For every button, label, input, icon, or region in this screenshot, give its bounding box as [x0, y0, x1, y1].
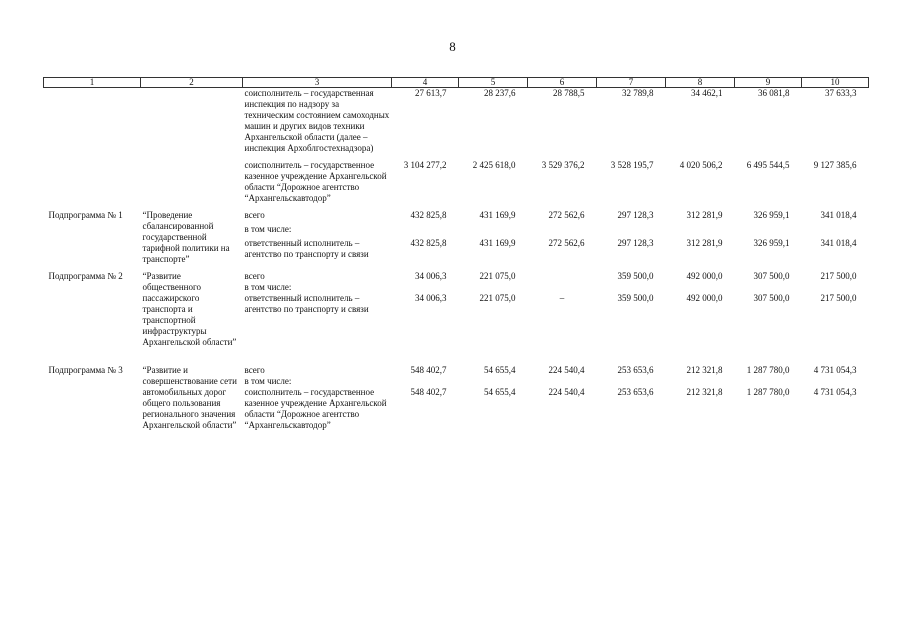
value-cell: 4 020 506,2 — [679, 160, 723, 170]
value-cell: 34 462,1 — [691, 88, 723, 98]
value-cell: 28 237,6 — [484, 88, 516, 98]
subprogram-cell — [44, 160, 141, 204]
name-cell — [141, 88, 243, 155]
value-cell: 272 562,6 — [548, 210, 585, 220]
value-cell: 54 655,4 — [484, 387, 516, 397]
value-cell: 432 825,8 — [410, 237, 447, 248]
table-row — [44, 160, 869, 204]
subprogram-cell: Подпрограмма № 1 — [48, 210, 123, 220]
value-cell — [528, 271, 597, 282]
value-cell: 307 500,0 — [753, 271, 790, 281]
page-number: 8 — [449, 39, 456, 54]
value-cell: 221 075,0 — [479, 271, 516, 281]
value-cell: 37 633,3 — [825, 88, 857, 98]
value-cell: 492 000,0 — [686, 271, 723, 281]
table-row — [44, 365, 869, 376]
value-cell: 217 500,0 — [820, 293, 857, 303]
value-cell: 27 613,7 — [415, 88, 447, 98]
col-header: 4 — [392, 78, 459, 88]
value-cell: 272 562,6 — [548, 237, 585, 248]
subprogram-cell — [44, 88, 141, 155]
value-cell: 431 169,9 — [479, 237, 516, 248]
value-cell: 431 169,9 — [479, 210, 516, 220]
subprogram-cell: Подпрограмма № 3 — [48, 365, 123, 375]
value-cell: 341 018,4 — [820, 210, 857, 220]
value-cell: 4 731 054,3 — [813, 387, 857, 397]
value-cell: 548 402,7 — [410, 387, 447, 397]
executor-cell: соисполнитель – государственное казенное учреждение Архангельской области “Дорожное агентство “Архангельскавтодор” — [244, 387, 387, 430]
value-cell: 54 655,4 — [484, 365, 516, 375]
value-cell: 4 731 054,3 — [813, 365, 857, 375]
value-cell: 548 402,7 — [410, 365, 447, 375]
value-cell: 3 529 376,2 — [541, 160, 585, 170]
col-header: 8 — [666, 78, 735, 88]
value-cell: 326 959,1 — [753, 210, 790, 220]
value-cell: 3 528 195,7 — [610, 160, 654, 170]
value-cell: 341 018,4 — [820, 237, 857, 248]
value-cell: 492 000,0 — [686, 293, 723, 303]
value-cell: 36 081,8 — [758, 88, 790, 98]
table-row — [44, 271, 869, 282]
value-cell: 1 287 780,0 — [746, 365, 790, 375]
value-cell: 221 075,0 — [479, 293, 516, 303]
value-cell: 34 006,3 — [415, 271, 447, 281]
value-cell: 253 653,6 — [617, 365, 654, 375]
col-header: 9 — [735, 78, 802, 88]
executor-cell: всего — [244, 365, 265, 375]
value-cell: 6 495 544,5 — [746, 160, 790, 170]
budget-table — [43, 77, 869, 431]
col-header: 6 — [528, 78, 597, 88]
col-header: 5 — [459, 78, 528, 88]
table-row — [44, 88, 869, 155]
executor-cell: всего — [244, 210, 265, 220]
col-header: 7 — [597, 78, 666, 88]
value-cell: 326 959,1 — [753, 237, 790, 248]
col-header: 3 — [243, 78, 392, 88]
value-cell: 297 128,3 — [617, 210, 654, 220]
executor-cell: в том числе: — [244, 223, 292, 234]
col-header: 1 — [44, 78, 141, 88]
value-cell: 253 653,6 — [617, 387, 654, 397]
value-cell: 359 500,0 — [617, 293, 654, 303]
value-cell: 1 287 780,0 — [746, 387, 790, 397]
value-cell: 34 006,3 — [415, 293, 447, 303]
executor-cell: соисполнитель – государственное казенное учреждение Архангельской области “Дорожное агентство “Архангельскавтодор” — [244, 160, 387, 203]
executor-cell: ответственный исполнитель – агентство по транспорту и связи — [244, 293, 369, 314]
col-header: 10 — [802, 78, 869, 88]
executor-cell: в том числе: — [244, 282, 292, 292]
value-cell: 297 128,3 — [617, 237, 654, 248]
value-cell: 307 500,0 — [753, 293, 790, 303]
name-cell: “Развитие и совершенствование сети автомобильных дорог общего пользования регионального значения Архангельской области” — [142, 365, 237, 430]
value-cell: 212 321,8 — [686, 387, 723, 397]
value-cell: 312 281,9 — [686, 237, 723, 248]
value-cell: 217 500,0 — [820, 271, 857, 281]
name-cell: “Развитие общественного пассажирского транспорта и транспортной инфраструктуры Архангельской области” — [142, 271, 237, 347]
name-cell — [141, 160, 243, 204]
value-cell: 224 540,4 — [548, 387, 585, 397]
value-cell: 28 788,5 — [553, 88, 585, 98]
value-cell: 9 127 385,6 — [813, 160, 857, 170]
value-cell: 2 425 618,0 — [472, 160, 516, 170]
value-cell: 32 789,8 — [622, 88, 654, 98]
executor-cell: в том числе: — [244, 376, 292, 386]
executor-cell: соисполнитель – государственная инспекция по надзору за техническим состоянием самоходных машин и других видов техники Архангельской области (далее – инспекция Архоблгостехнадзора) — [244, 88, 390, 153]
value-cell: 224 540,4 — [548, 365, 585, 375]
value-cell: 312 281,9 — [686, 210, 723, 220]
value-cell: 212 321,8 — [686, 365, 723, 375]
value-cell: 3 104 277,2 — [403, 160, 447, 170]
table-row — [44, 210, 869, 224]
executor-cell: ответственный исполнитель – агентство по транспорту и связи — [244, 237, 369, 259]
value-cell: 432 825,8 — [410, 210, 447, 220]
executor-cell: всего — [244, 271, 265, 281]
col-header: 2 — [141, 78, 243, 88]
subprogram-cell: Подпрограмма № 2 — [48, 271, 123, 281]
value-cell: – — [559, 293, 565, 303]
header-row — [44, 78, 869, 88]
name-cell: “Проведение сбалансированной государственной тарифной политики на транспорте” — [142, 210, 230, 264]
value-cell: 359 500,0 — [617, 271, 654, 281]
